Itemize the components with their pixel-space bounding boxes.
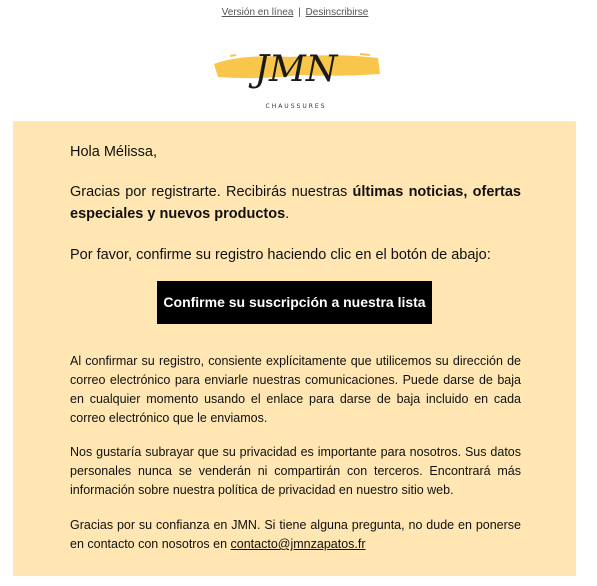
top-links	[0, 7, 590, 19]
contact-email-link[interactable]: contacto@jmnzapatos.fr	[230, 537, 366, 551]
intro-suffix: .	[285, 206, 290, 222]
brand-name: JMN	[254, 49, 338, 90]
link-separator: |	[298, 7, 301, 18]
email-card	[13, 121, 576, 576]
brand-logo-graphic	[210, 44, 382, 114]
online-version-link[interactable]: Versión en línea	[221, 7, 294, 18]
brand-tagline: CHAUSSURES	[265, 103, 327, 110]
unsubscribe-link[interactable]: Desinscribirse	[305, 7, 369, 18]
brand-logo	[210, 44, 382, 114]
greeting: Hola Mélissa,	[70, 144, 158, 160]
confirm-instruction: Por favor, confirme su registro haciendo clic en el botón de abajo:	[70, 247, 491, 263]
intro-highlight: últimas noticias, ofertas especiales y nuevos productos	[70, 184, 521, 222]
thanks-text: Gracias por su confianza en JMN. Si tiene alguna pregunta, no dude en ponerse en contacto con nosotros en	[70, 518, 521, 551]
thanks-paragraph	[70, 516, 521, 554]
confirm-subscription-button[interactable]: Confirme su suscripción a nuestra lista	[157, 281, 432, 324]
intro-prefix: Gracias por registrarte. Recibirás nuestras	[70, 184, 353, 200]
consent-paragraph: Al confirmar su registro, consiente explícitamente que utilicemos su dirección de correo electrónico para enviarle nuestras comunicaciones. Puede darse de baja en cualquier momento usando el enlace para darse de baja incluido en cada correo electrónico que le enviamos.	[70, 354, 521, 425]
intro-text	[70, 181, 521, 225]
privacy-paragraph: Nos gustaría subrayar que su privacidad es importante para nosotros. Sus datos personales nunca se venderán ni compartirán con terceros. Encontrará más información sobre nuestra política de privacidad en nuestro sitio web.	[70, 445, 521, 497]
